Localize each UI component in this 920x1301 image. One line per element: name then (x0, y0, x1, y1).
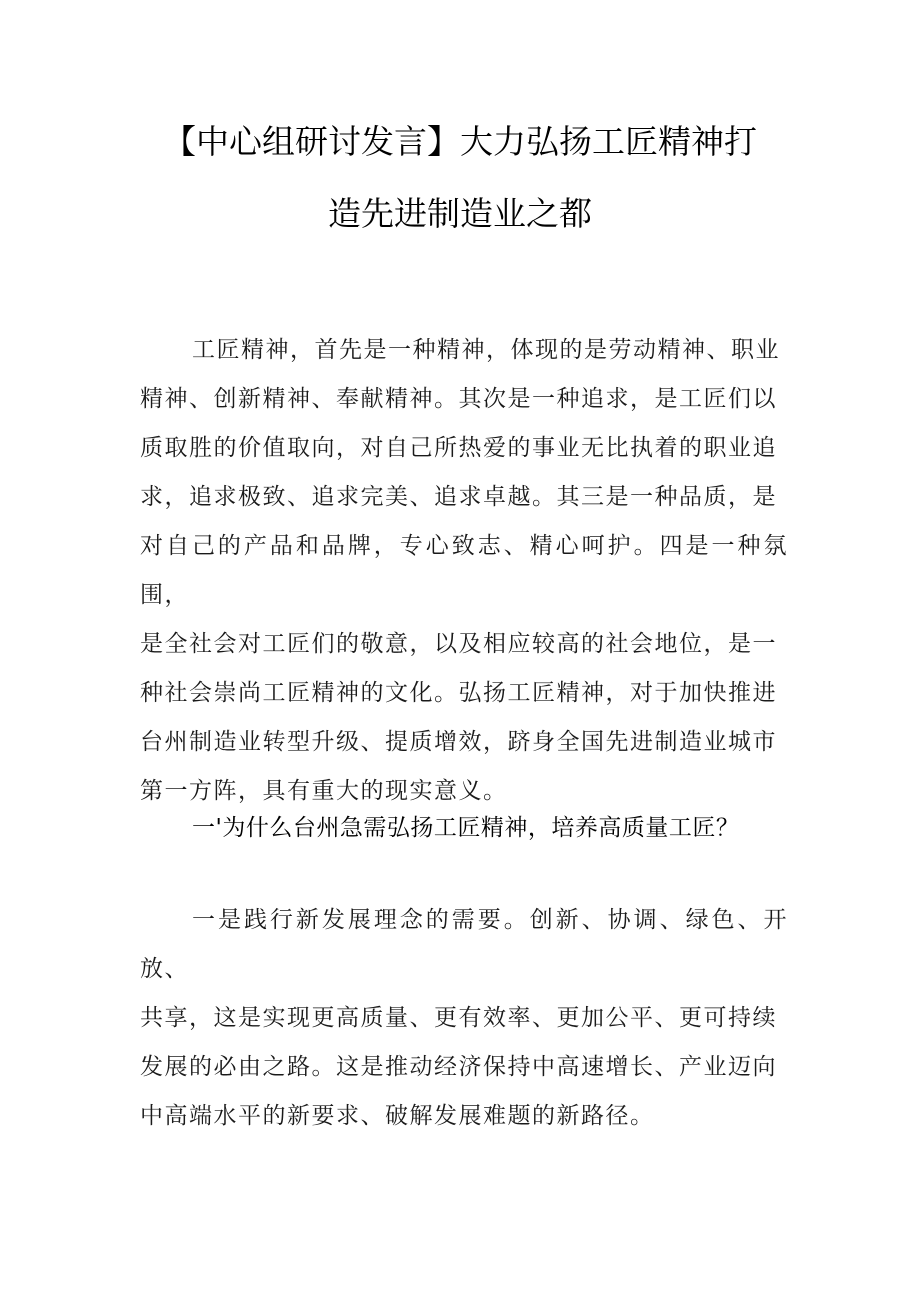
text-line: 共享，这是实现更高质量、更有效率、更加公平、更可持续 (140, 1005, 777, 1031)
text-line: 精神、创新精神、奉献精神。其次是一种追求，是工匠们以 (140, 386, 777, 412)
text-line: 是全社会对工匠们的敬意，以及相应较高的社会地位，是一 (140, 631, 777, 657)
text-line: 中高端水平的新要求、破解发展难题的新路径。 (140, 1103, 655, 1129)
text-line: 第一方阵，具有重大的现实意义。 (140, 778, 508, 804)
text-line: 质取胜的价值取向，对自己所热爱的事业无比执着的职业追 (140, 435, 777, 461)
title-line: 【中心组研讨发言】大力弘扬工匠精神打 (163, 122, 757, 161)
text-line: 发展的必由之路。这是推动经济保持中高速增长、产业迈向 (140, 1054, 777, 1080)
document-title (120, 106, 800, 250)
text-line: 求，追求极致、追求完美、追求卓越。其三是一种品质，是 (140, 484, 777, 510)
section-paragraph (140, 896, 788, 1141)
intro-paragraph (140, 326, 788, 816)
text-line: 一是践行新发展理念的需要。创新、协调、绿色、开放、 (140, 907, 788, 982)
text-line: 对自己的产品和品牌，专心致志、精心呵护。四是一种氛围， (140, 533, 788, 608)
title-line: 造先进制造业之都 (328, 194, 592, 233)
text-line: 台州制造业转型升级、提质增效，跻身全国先进制造业城市 (140, 729, 777, 755)
text-line: 工匠精神，首先是一种精神，体现的是劳动精神、职业 (192, 337, 780, 363)
text-line: 种社会崇尚工匠精神的文化。弘扬工匠精神，对于加快推进 (140, 680, 777, 706)
section-heading: 一'为什么台州急需弘扬工匠精神，培养高质量工匠？ (192, 815, 740, 841)
